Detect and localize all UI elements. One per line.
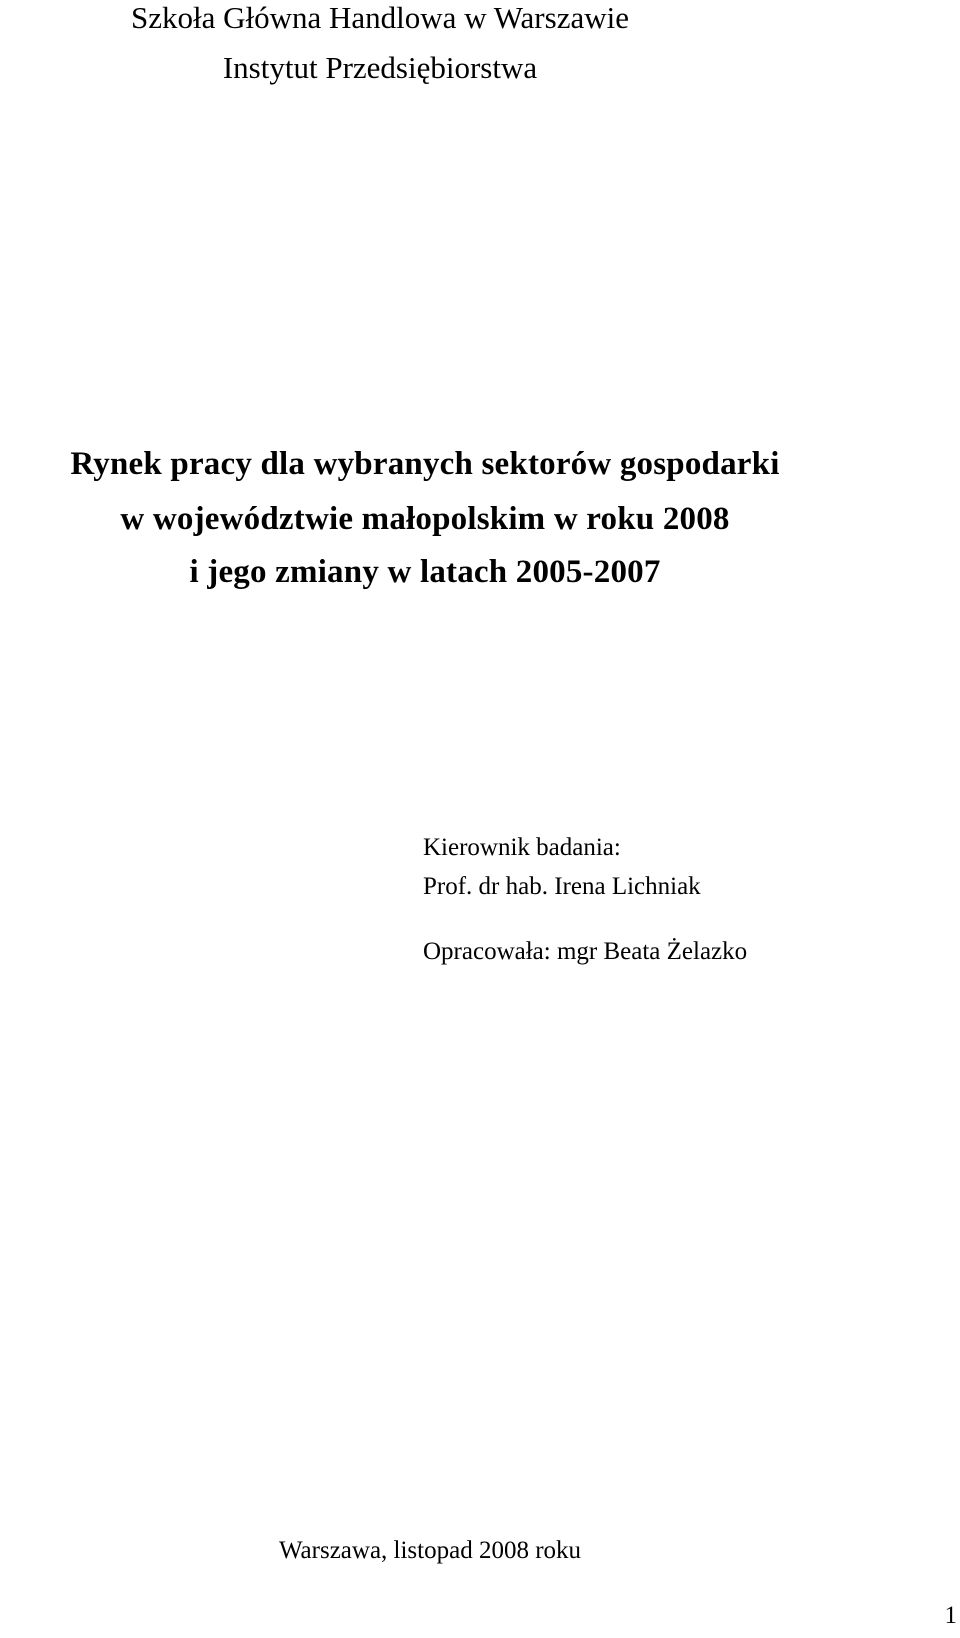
institute-name: Instytut Przedsiębiorstwa [222,50,538,85]
title-line-2: w województwie małopolskim w roku 2008 [120,501,730,537]
university-name: Szkoła Główna Handlowa w Warszawie [131,0,629,35]
title-line-1: Rynek pracy dla wybranych sektorów gospodarki [70,446,780,482]
place-and-date: Warszawa, listopad 2008 roku [278,1537,582,1564]
supervisor-name: Prof. dr hab. Irena Lichniak [423,873,701,900]
supervisor-label: Kierownik badania: [423,834,621,861]
title-line-3: i jego zmiany w latach 2005-2007 [189,554,661,590]
author-line: Opracowała: mgr Beata Żelazko [423,938,748,965]
page-number: 1 [944,1602,957,1629]
